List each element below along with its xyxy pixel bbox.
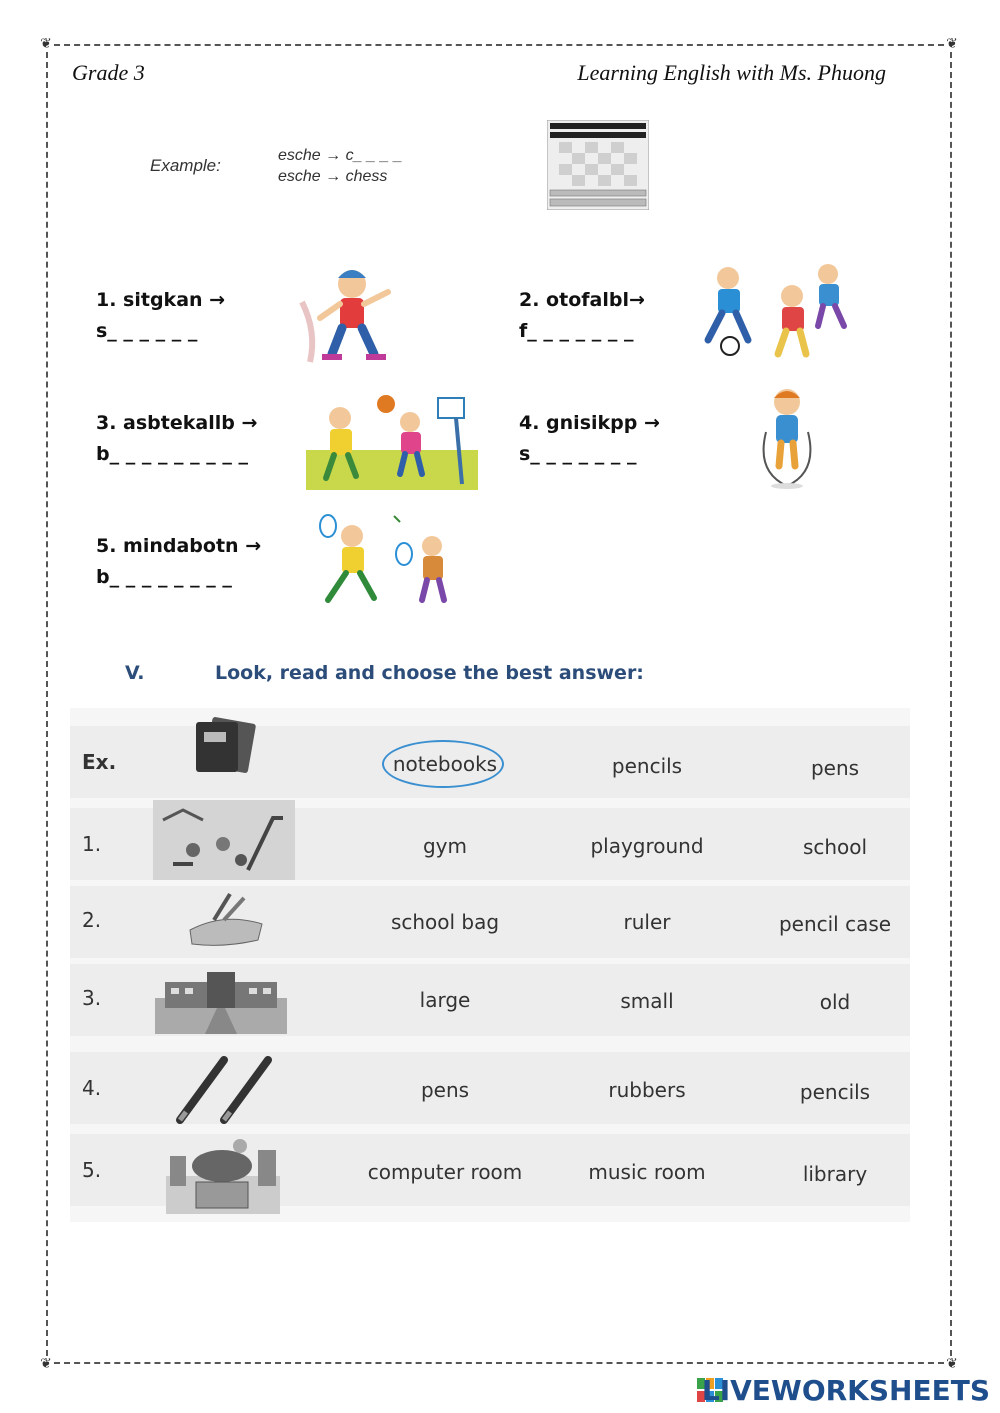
basketball-icon: [306, 388, 478, 490]
row-label: 4.: [82, 1076, 102, 1100]
example-line-1: esche → c_ _ _ _: [278, 147, 403, 164]
option-notebooks[interactable]: notebooks: [392, 752, 498, 776]
frame-bottom: [54, 1362, 944, 1364]
option-library[interactable]: library: [802, 1162, 868, 1186]
pencil-case-icon: [184, 890, 268, 950]
option-school[interactable]: school: [802, 835, 868, 859]
task-4: [519, 408, 660, 470]
task-answer-blank[interactable]: f_ _ _ _ _ _ _: [519, 320, 634, 342]
frame-right: [950, 52, 952, 1356]
task-1: [96, 285, 225, 347]
option-school-bag[interactable]: school bag: [390, 910, 500, 934]
frame-top: [54, 44, 944, 46]
row-label: 2.: [82, 908, 102, 932]
task-prompt: 1. sitgkan →: [96, 289, 226, 311]
option-rubbers[interactable]: rubbers: [608, 1078, 686, 1102]
option-pencil-case[interactable]: pencil case: [778, 912, 892, 936]
option-ruler[interactable]: ruler: [623, 910, 671, 934]
answer-circle: [382, 740, 504, 788]
option-computer-room[interactable]: computer room: [367, 1160, 523, 1184]
task-answer-blank[interactable]: s_ _ _ _ _ _ _: [519, 443, 637, 465]
frame-left: [46, 52, 48, 1356]
example-line-2: esche → chess: [278, 168, 388, 185]
option-large[interactable]: large: [419, 988, 471, 1012]
badminton-icon: [308, 512, 462, 608]
option-playground[interactable]: playground: [590, 834, 704, 858]
school-building-icon: [155, 968, 287, 1034]
example-label: Example:: [150, 156, 221, 175]
option-small[interactable]: small: [620, 989, 674, 1013]
option-pens[interactable]: pens: [810, 756, 860, 780]
task-prompt: 5. mindabotn →: [96, 535, 262, 557]
task-prompt: 2. otofalbl→: [519, 289, 645, 311]
task-answer-blank[interactable]: s_ _ _ _ _ _: [96, 320, 198, 342]
corner-ornament-icon: ❦: [40, 1356, 52, 1372]
skipping-icon: [752, 382, 822, 490]
task-prompt: 3. asbtekallb →: [96, 412, 258, 434]
task-2: [519, 285, 645, 347]
option-pencils[interactable]: pencils: [799, 1080, 871, 1104]
notebooks-icon: [190, 716, 260, 776]
option-music-room[interactable]: music room: [588, 1160, 706, 1184]
teacher-label: Learning English with Ms. Phuong: [577, 60, 886, 85]
task-answer-blank[interactable]: b_ _ _ _ _ _ _ _ _: [96, 443, 249, 465]
row-label: 1.: [82, 832, 102, 856]
option-pens[interactable]: pens: [420, 1078, 470, 1102]
task-5: [96, 531, 261, 593]
section-title: Look, read and choose the best answer:: [215, 662, 644, 684]
football-icon: [694, 262, 864, 362]
task-answer-blank[interactable]: b_ _ _ _ _ _ _ _: [96, 566, 232, 588]
option-old[interactable]: old: [819, 990, 851, 1014]
corner-ornament-icon: ❦: [946, 36, 958, 52]
section-heading: [125, 662, 644, 684]
grade-label: Grade 3: [72, 60, 145, 85]
task-3: [96, 408, 257, 470]
playground-icon: [153, 800, 295, 880]
row-label: 5.: [82, 1158, 102, 1182]
row-label: 3.: [82, 986, 102, 1010]
row-label: Ex.: [82, 750, 117, 774]
option-gym[interactable]: gym: [422, 834, 467, 858]
section-number: V.: [125, 662, 145, 684]
task-prompt: 4. gnisikpp →: [519, 412, 660, 434]
corner-ornament-icon: ❦: [40, 36, 52, 52]
chessboard-icon: [547, 120, 649, 210]
liveworksheets-brand[interactable]: LIVEWORKSHEETS: [701, 1374, 990, 1407]
library-icon: [166, 1136, 280, 1214]
corner-ornament-icon: ❦: [946, 1356, 958, 1372]
skating-icon: [292, 262, 402, 370]
option-pencils[interactable]: pencils: [611, 754, 683, 778]
pens-icon: [172, 1056, 276, 1126]
